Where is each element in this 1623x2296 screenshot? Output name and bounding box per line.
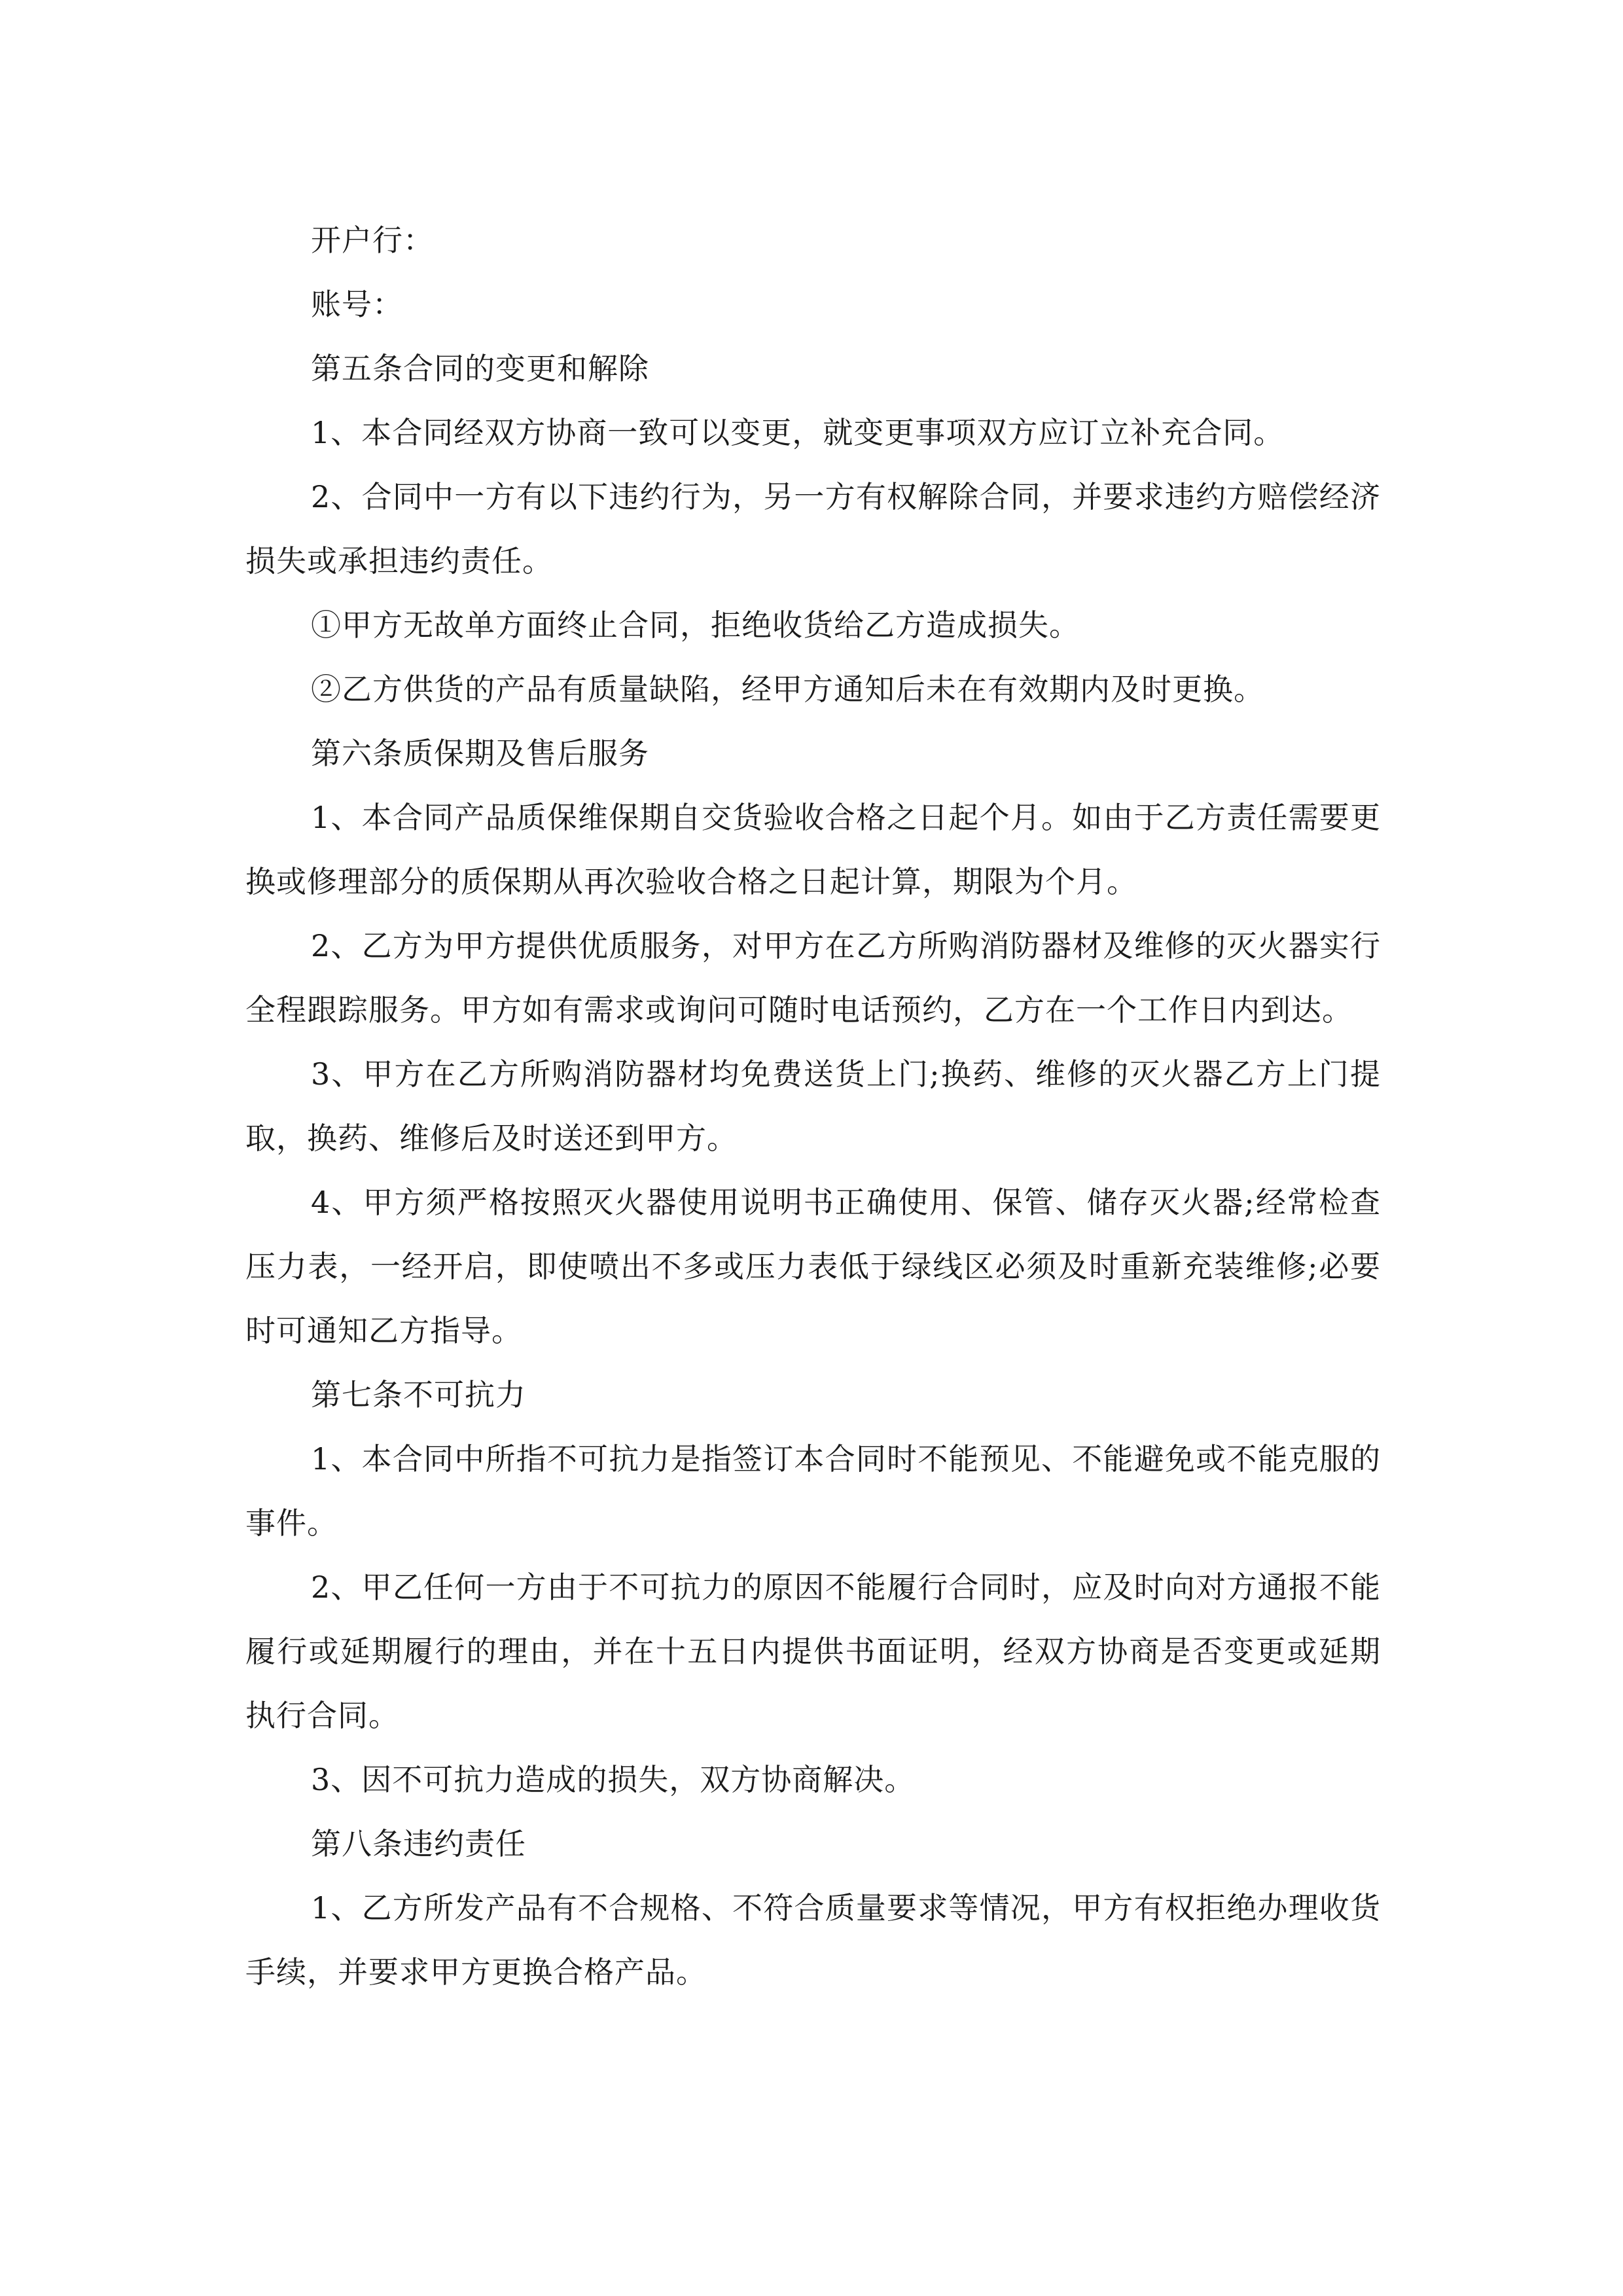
document-body: [245, 208, 1381, 2004]
clause-5-2-item-2: ②乙方供货的产品有质量缺陷，经甲方通知后未在有效期内及时更换。: [311, 672, 1264, 707]
clause-7-2: 2、甲乙任何一方由于不可抗力的原因不能履行合同时，应及时向对方通报不能履行或延期履行的理由，并在十五日内提供书面证明，经双方协商是否变更或延期执行合同。: [245, 1570, 1381, 1733]
section-heading-article-8: 第八条违约责任: [311, 1826, 526, 1861]
clause-6-1: 1、本合同产品质保维保期自交货验收合格之日起个月。如由于乙方责任需要更换或修理部分的质保期从再次验收合格之日起计算，期限为个月。: [245, 800, 1381, 899]
clause-8-1: 1、乙方所发产品有不合规格、不符合质量要求等情况，甲方有权拒绝办理收货手续，并要求甲方更换合格产品。: [245, 1890, 1381, 1990]
section-heading-article-5: 第五条合同的变更和解除: [311, 351, 649, 386]
clause-6-2: 2、乙方为甲方提供优质服务，对甲方在乙方所购消防器材及维修的灭火器实行全程跟踪服务。甲方如有需求或询问可随时电话预约，乙方在一个工作日内到达。: [245, 928, 1381, 1028]
clause-5-1: 1、本合同经双方协商一致可以变更，就变更事项双方应订立补充合同。: [311, 415, 1285, 450]
clause-6-4: 4、甲方须严格按照灭火器使用说明书正确使用、保管、储存灭火器;经常检查压力表，一经开启，即使喷出不多或压力表低于绿线区必须及时重新充装维修;必要时可通知乙方指导。: [245, 1185, 1381, 1348]
account-label: 账号：: [311, 287, 403, 322]
clause-6-3: 3、甲方在乙方所购消防器材均免费送货上门;换药、维修的灭火器乙方上门提取，换药、维修后及时送还到甲方。: [245, 1056, 1381, 1156]
clause-5-2-item-1: ①甲方无故单方面终止合同，拒绝收货给乙方造成损失。: [311, 607, 1080, 643]
section-heading-article-7: 第七条不可抗力: [311, 1377, 526, 1412]
clause-5-2: 2、合同中一方有以下违约行为，另一方有权解除合同，并要求违约方赔偿经济损失或承担违约责任。: [245, 479, 1381, 579]
clause-7-3: 3、因不可抗力造成的损失，双方协商解决。: [311, 1762, 916, 1797]
bank-label: 开户行：: [311, 223, 434, 258]
section-heading-article-6: 第六条质保期及售后服务: [311, 736, 649, 771]
clause-7-1: 1、本合同中所指不可抗力是指签订本合同时不能预见、不能避免或不能克服的事件。: [245, 1441, 1381, 1541]
